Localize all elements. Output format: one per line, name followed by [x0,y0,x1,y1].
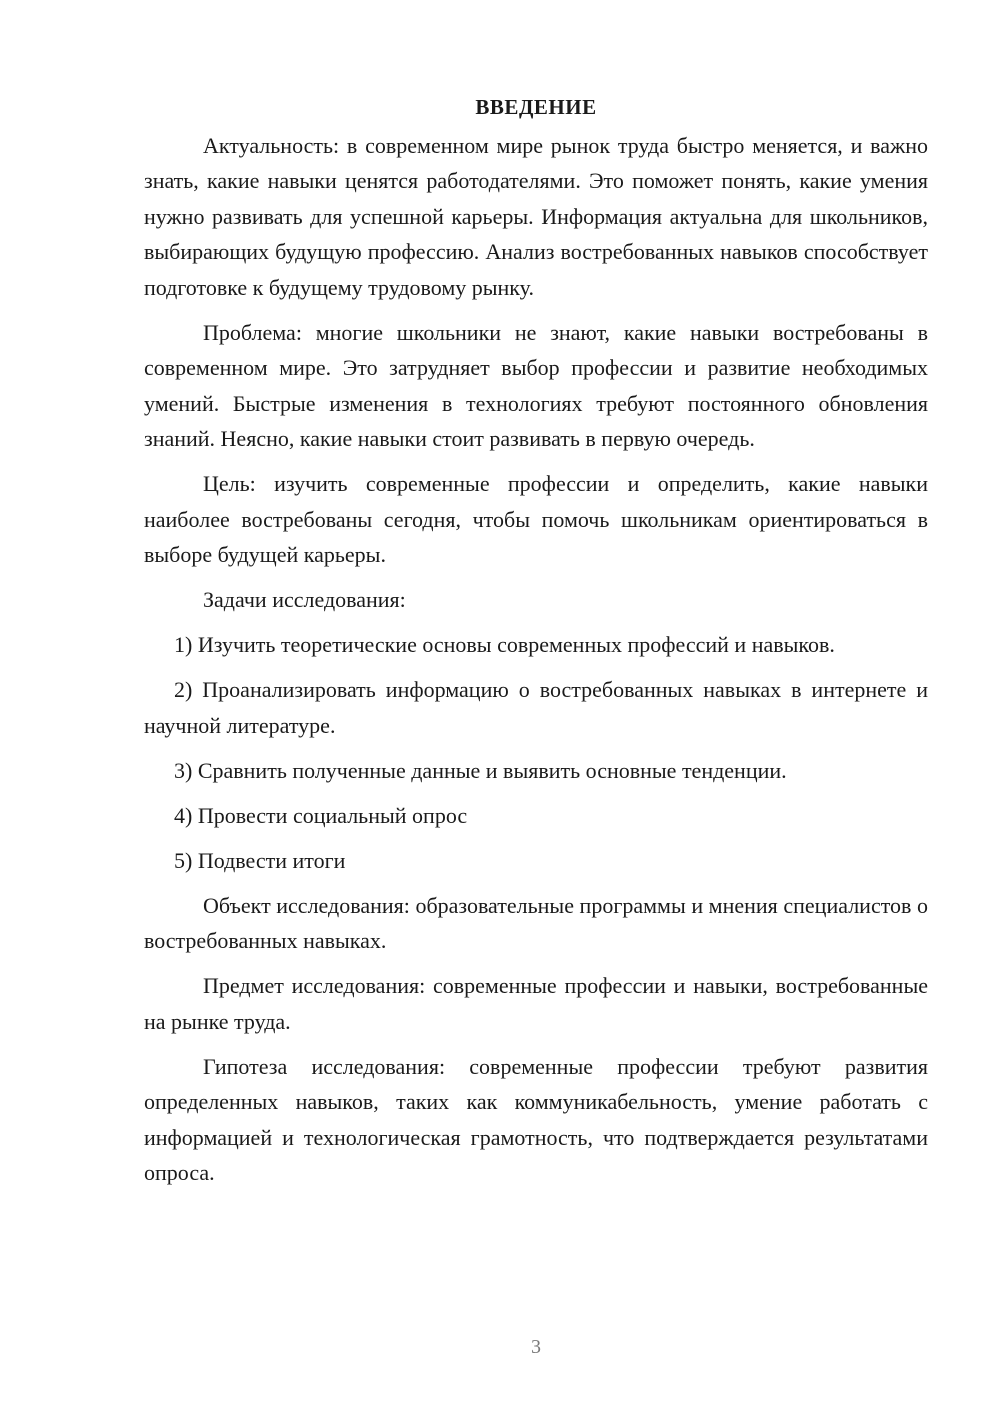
task-item-4: 4) Провести социальный опрос [174,802,468,828]
page-number: 3 [531,1336,541,1358]
problem-paragraph: Проблема: многие школьники не знают, какие навыки востребованы в современном мире. Это затрудняет выбор профессии и развитие необходимых умений. Быстрые изменения в технологиях требуют постоянного обновления знаний. Неясно, какие навыки стоит развивать в первую очередь. [144,319,928,451]
hypothesis-paragraph: Гипотеза исследования: современные профессии требуют развития определенных навыков, таких как коммуникабельность, умение работать с информацией и технологическая грамотность, что подтверждается результатами опроса. [144,1053,928,1185]
task-item-1: 1) Изучить теоретические основы современных профессий и навыков. [174,632,835,657]
subject-paragraph: Предмет исследования: современные профессии и навыки, востребованные на рынке труда. [144,973,928,1034]
object-paragraph: Объект исследования: образовательные программы и мнения специалистов о востребованных навыках. [144,892,928,953]
goal-paragraph: Цель: изучить современные профессии и определить, какие навыки наиболее востребованы сегодня, чтобы помочь школьникам ориентироваться в выборе будущей карьеры. [144,471,928,567]
task-item-5: 5) Подвести итоги [174,847,346,873]
task-item-2: 2) Проанализировать информацию о востребованных навыках в интернете и научной литературе. [144,677,928,738]
relevance-paragraph: Актуальность: в современном мире рынок труда быстро меняется, и важно знать, какие навыки ценятся работодателями. Это поможет понять, какие умения нужно развивать для успешной карьеры. Информация актуальна для школьников, выбирающих будущую профессию. Анализ востребованных навыков способствует подготовке к будущему трудовому рынку. [144,132,928,300]
document-body [144,90,928,1200]
task-item-3: 3) Сравнить полученные данные и выявить основные тенденции. [174,757,787,783]
tasks-heading: Задачи исследования: [203,587,406,612]
section-title: ВВЕДЕНИЕ [475,95,597,119]
